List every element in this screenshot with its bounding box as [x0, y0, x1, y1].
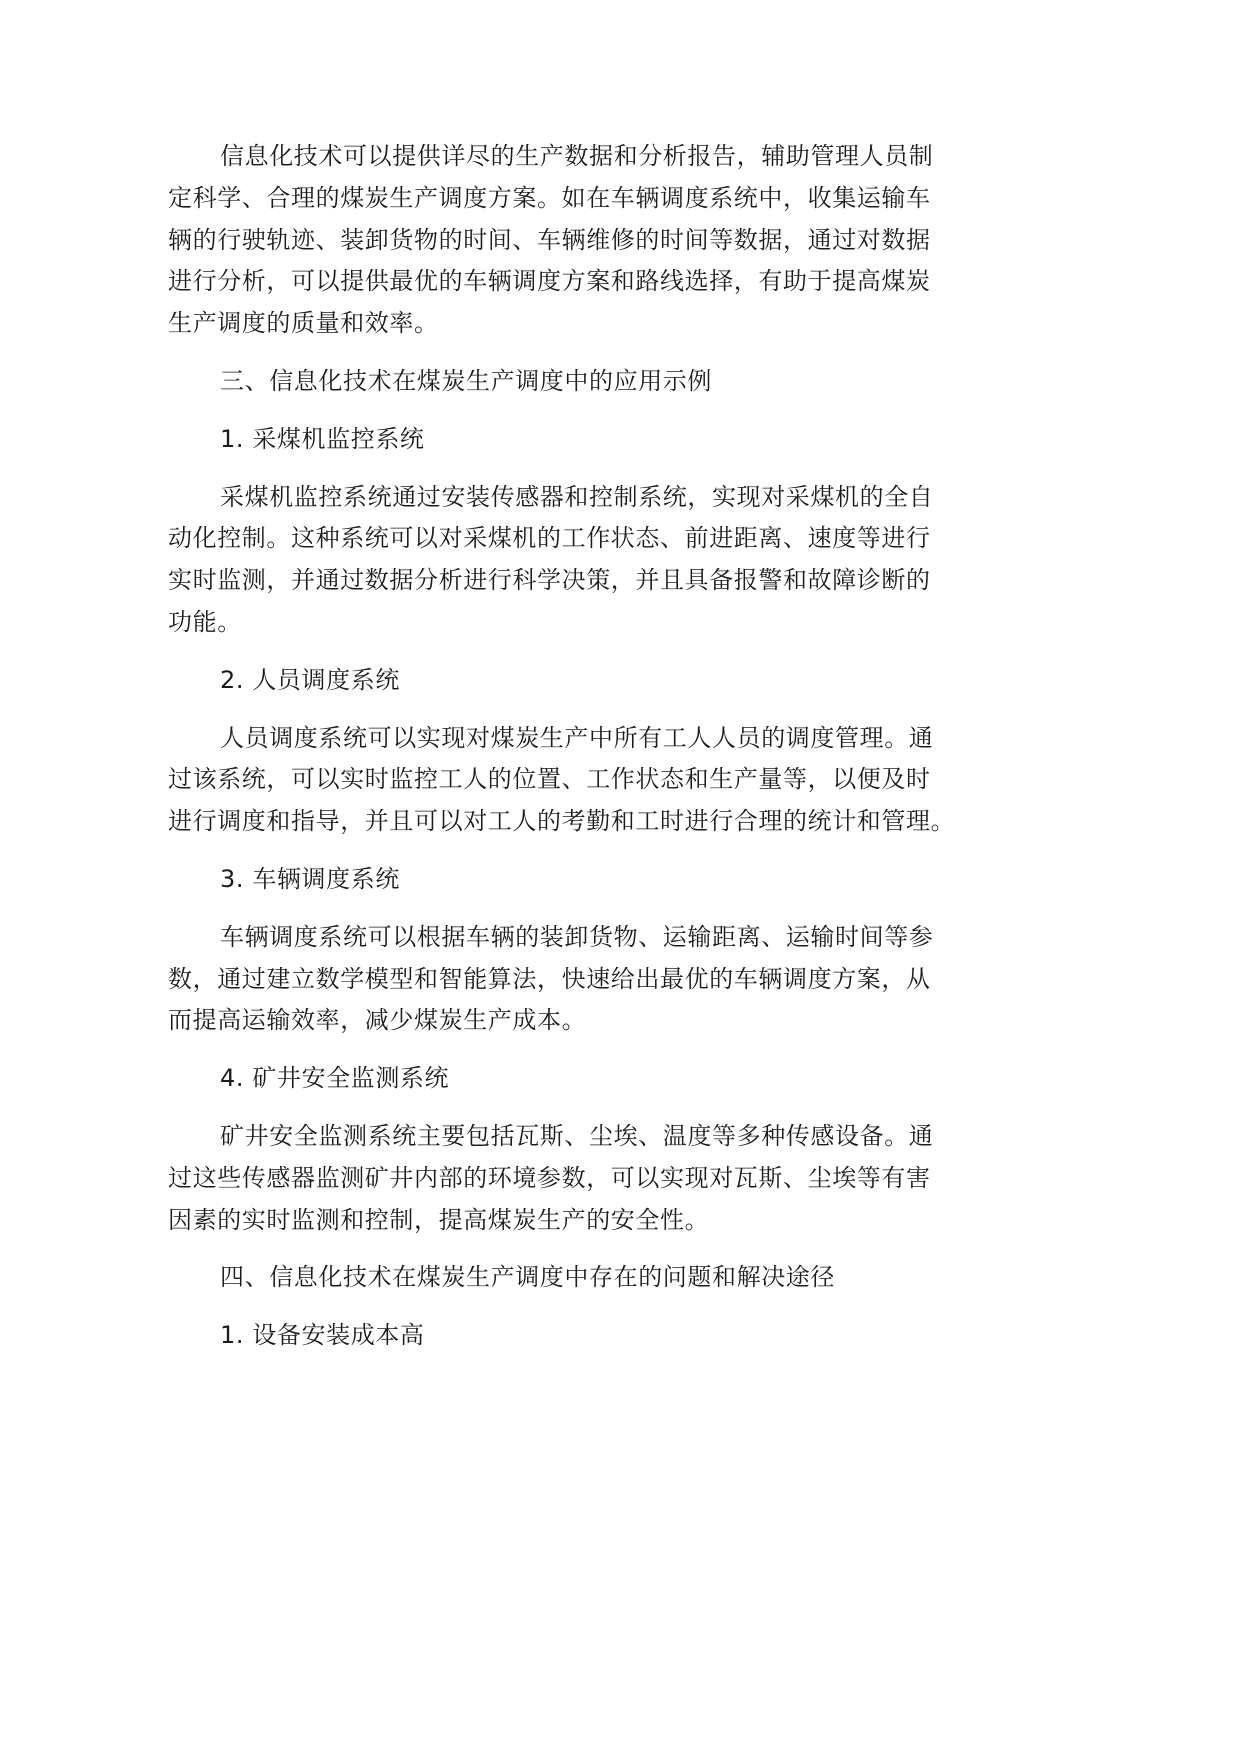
heading-text: 三、信息化技术在煤炭生产调度中的应用示例: [220, 366, 712, 395]
subheading-3: [168, 859, 1168, 901]
text-line: 采煤机监控系统通过安装传感器和控制系统，实现对采煤机的全自: [220, 482, 934, 511]
subheading-equipment-cost: [168, 1315, 1168, 1357]
text-line: 辆的行驶轨迹、装卸货物的时间、车辆维修的时间等数据，通过对数据: [168, 225, 931, 254]
text-line: 车辆调度系统可以根据车辆的装卸货物、运输距离、运输时间等参: [220, 922, 934, 951]
text-line: 实时监测，并通过数据分析进行科学决策，并且具备报警和故障诊断的: [168, 566, 931, 595]
subheading-2: [168, 660, 1168, 702]
text-line: 过这些传感器监测矿井内部的环境参数，可以实现对瓦斯、尘埃等有害: [168, 1163, 931, 1192]
text-line: 矿井安全监测系统主要包括瓦斯、尘埃、温度等多种传感设备。通: [220, 1121, 934, 1150]
heading-text: 4. 矿井安全监测系统: [220, 1064, 450, 1093]
paragraph-personnel-dispatch: [168, 718, 1168, 843]
text-line: 过该系统，可以实时监控工人的位置、工作状态和生产量等，以便及时: [168, 765, 931, 794]
text-line: 而提高运输效率，减少煤炭生产成本。: [168, 1006, 587, 1035]
subheading-1: [168, 419, 1168, 461]
heading-text: 1. 设备安装成本高: [220, 1321, 425, 1350]
text-line: 功能。: [168, 607, 242, 636]
text-line: 生产调度的质量和效率。: [168, 309, 439, 338]
document-body: [168, 136, 1168, 1373]
heading-text: 四、信息化技术在煤炭生产调度中存在的问题和解决途径: [220, 1263, 835, 1292]
paragraph-vehicle-dispatch: [168, 917, 1168, 1042]
text-line: 动化控制。这种系统可以对采煤机的工作状态、前进距离、速度等进行: [168, 524, 931, 553]
section-heading-3: [168, 361, 1168, 403]
text-line: 数，通过建立数学模型和智能算法，快速给出最优的车辆调度方案，从: [168, 964, 931, 993]
text-line: 人员调度系统可以实现对煤炭生产中所有工人人员的调度管理。通: [220, 723, 934, 752]
text-line: 定科学、合理的煤炭生产调度方案。如在车辆调度系统中，收集运输车: [168, 183, 931, 212]
text-line: 信息化技术可以提供详尽的生产数据和分析报告，辅助管理人员制: [220, 142, 934, 170]
section-heading-4: [168, 1257, 1168, 1299]
paragraph-intro: [168, 136, 1168, 345]
paragraph-shearer-monitoring: [168, 477, 1168, 644]
subheading-4: [168, 1058, 1168, 1100]
heading-text: 2. 人员调度系统: [220, 665, 400, 694]
heading-text: 3. 车辆调度系统: [220, 864, 400, 893]
text-line: 进行调度和指导，并且可以对工人的考勤和工时进行合理的统计和管理。: [168, 807, 956, 836]
text-line: 进行分析，可以提供最优的车辆调度方案和路线选择，有助于提高煤炭: [168, 267, 931, 296]
heading-text: 1. 采煤机监控系统: [220, 424, 425, 453]
text-line: 因素的实时监测和控制，提高煤炭生产的安全性。: [168, 1205, 710, 1234]
paragraph-mine-safety: [168, 1116, 1168, 1241]
